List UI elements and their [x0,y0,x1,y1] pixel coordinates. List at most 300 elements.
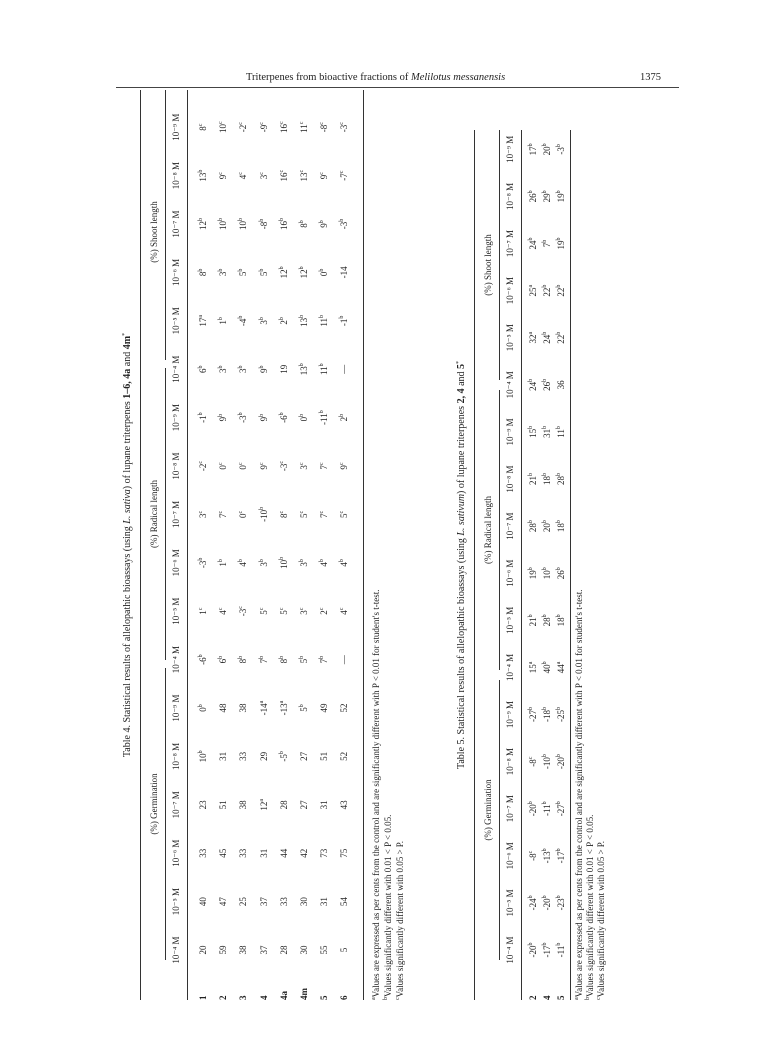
table-cell [529,783,538,835]
table-4-caption-last: 4m [122,335,133,350]
table-cell [557,783,566,835]
cell-value: -5 [278,754,289,762]
column-header: 10⁻⁹ M [171,404,181,432]
cell-significance: b [299,704,305,708]
table-4-caption-suffix: ) of lupane triterpenes [122,401,133,490]
table-5-bottom-rule [570,130,571,1000]
table-cell [340,198,349,250]
table-5-group-radical: (%) Radical length [483,496,493,564]
cell-significance: b [528,614,534,618]
table-cell [543,123,552,175]
cell-significance: c [218,121,225,125]
table-5-footnote-c-text: Values significantly different with 0.05 > P. [596,840,606,998]
cell-significance: c [258,172,265,175]
cell-value: 11 [319,366,330,376]
table-cell [557,312,566,364]
table-cell [260,585,269,637]
table-cell [219,634,228,686]
cell-value: 42 [299,848,309,858]
cell-significance: c [238,122,245,125]
cell-value: 5 [258,271,269,277]
table-cell [219,392,228,444]
table-cell [239,537,248,589]
cell-value: -4 [238,318,249,327]
cell-significance: b [556,614,562,618]
cell-significance: b [238,412,245,416]
cell-value: 24 [528,381,538,391]
table-5-caption-last: 5 [456,363,467,369]
table-4-footnote-a [372,589,381,1000]
cell-value: 19 [556,193,566,203]
table-cell [199,101,208,153]
row-label: 2 [218,995,229,1000]
table-cell [340,779,349,831]
table-cell [340,392,349,444]
cell-significance: b [198,557,204,561]
table-5-caption-prefix: Table 5. Statistical results of allelopathic bioassays (using [456,538,467,770]
cell-value: — [339,655,350,665]
table-cell [260,295,269,347]
table-cell [239,827,248,879]
table-cell [529,406,538,458]
cell-value: 5 [238,271,249,277]
running-head-title [246,72,505,83]
cell-value: 59 [218,945,229,955]
table-cell [557,830,566,882]
column-header: 10⁻⁶ M [171,549,181,577]
cell-significance: c [218,510,225,514]
cell-significance: b [528,567,534,571]
cell-value: 48 [218,703,229,713]
cell-significance: b [528,895,534,899]
cell-value: 5 [278,610,289,615]
table-5-group-rule-shoot [499,130,500,380]
cell-value: 33 [198,848,208,858]
cell-value: -23 [556,898,566,911]
table-cell [280,585,289,637]
cell-significance: b [528,237,534,241]
column-header: 10⁻⁴ M [171,355,181,383]
cell-significance: c [528,756,534,760]
cell-significance: c [218,607,225,611]
table-5-header-rule [521,130,522,1000]
table-cell [280,246,289,298]
cell-significance: b [542,284,548,288]
cell-significance: b [528,707,534,710]
table-cell [543,218,552,270]
cell-significance: c [258,607,265,611]
cell-significance: b [218,365,225,369]
table-cell [529,736,538,788]
cell-significance: c [339,170,346,174]
table-cell [543,547,552,599]
table-cell [260,876,269,928]
cell-value: -24 [528,898,538,911]
cell-value: 28 [542,617,552,627]
cell-value: 18 [556,617,566,627]
table-5-caption [457,130,467,1000]
table-cell [529,877,538,929]
cell-value: 2 [319,610,330,615]
cell-significance: b [299,266,305,270]
row-label: 4 [542,995,552,1000]
cell-significance: b [556,426,562,430]
cell-value: -11 [542,804,552,817]
table-cell [300,198,309,250]
table-cell [219,924,228,976]
cell-significance: c [218,172,225,175]
cell-significance: b [238,365,245,369]
cell-significance: b [218,218,225,221]
cell-significance: b [319,410,326,414]
table-cell [543,877,552,929]
table-cell [199,537,208,589]
cell-value: 3 [258,174,269,180]
cell-value: -10 [542,757,552,770]
column-header: 10⁻⁸ M [171,742,181,770]
cell-significance: b [339,218,346,222]
table-cell [260,730,269,782]
cell-value: 47 [218,897,229,907]
cell-value: 3 [198,513,208,518]
table-4-group-radical: (%) Radical length [149,480,159,548]
cell-significance: b [542,143,548,147]
cell-significance: b [299,314,305,318]
cell-value: 13 [299,172,309,182]
cell-significance: b [542,942,548,946]
table-cell [300,827,309,879]
cell-value: 31 [542,428,552,438]
cell-value: 29 [258,751,269,761]
table-4-group-germination: (%) Germination [149,773,159,835]
table-cell [219,246,228,298]
cell-significance: a [528,661,534,665]
table-cell [199,924,208,976]
cell-significance: b [556,942,562,946]
cell-value: 9 [218,174,229,180]
cell-value: 3 [218,271,229,277]
cell-value: 28 [556,476,566,485]
table-cell [199,488,208,540]
cell-significance: b [542,378,548,382]
cell-value: 7 [319,658,330,664]
table-cell [280,198,289,250]
table-5-footnote-a-mark: a [574,997,580,1000]
cell-value: -3 [556,147,566,155]
table-cell [320,488,329,540]
cell-value: -3 [238,608,249,617]
row-label: 5 [319,995,330,1000]
cell-significance: b [542,520,548,524]
cell-significance: b [299,220,305,224]
cell-significance: c [319,462,326,466]
cell-value: 4 [218,610,229,615]
table-cell [543,783,552,835]
cell-significance: b [556,848,562,852]
cell-significance: a [198,314,204,318]
cell-significance: b [556,190,562,194]
cell-value: 3 [299,465,309,470]
cell-value: 21 [528,476,538,485]
table-cell [260,150,269,202]
cell-value: 40 [198,897,208,907]
cell-value: 75 [339,848,350,858]
table-cell [320,440,329,492]
table-cell [300,876,309,928]
cell-value: 38 [238,945,249,955]
table-cell [529,641,538,693]
cell-significance: b [556,331,562,335]
table-cell [219,585,228,637]
table-cell [557,500,566,552]
cell-significance: b [528,801,534,805]
table-4-caption [123,90,133,1000]
table-cell [300,440,309,492]
table-cell [529,265,538,317]
table-cell [543,500,552,552]
cell-significance: b [258,268,265,272]
table-4-footnote-c-mark: c [395,997,401,1000]
cell-value: 9 [319,174,330,180]
table-cell [219,827,228,879]
cell-value: 23 [198,800,208,810]
cell-value: 12 [278,269,289,279]
cell-value: 44 [556,664,566,674]
cell-significance: a [258,700,265,704]
column-header: 10⁻⁶ M [171,839,181,867]
table-cell [300,392,309,444]
cell-significance: b [556,520,562,524]
cell-significance: c [278,510,285,514]
column-header: 10⁻⁹ M [505,700,515,729]
row-label: 5 [556,995,566,1000]
cell-significance: c [319,607,326,611]
table-cell [260,440,269,492]
cell-significance: c [218,462,225,466]
cell-value: -6 [198,657,208,665]
table-cell [557,924,566,976]
table-cell [320,537,329,589]
cell-value: 9 [258,368,269,373]
cell-value: 24 [528,240,538,250]
cell-value: -2 [238,124,249,133]
table-4-caption-and: and [122,351,133,367]
cell-significance: c [198,510,204,514]
cell-significance: b [556,473,562,476]
cell-value: 31 [218,751,229,761]
table-4-caption-species: L. sativa [122,489,133,524]
table-cell [280,827,289,879]
cell-value: 7 [319,465,330,470]
cell-value: -3 [278,463,289,472]
table-cell [239,392,248,444]
cell-value: 1 [218,320,229,325]
cell-significance: a [258,798,265,802]
cell-value: 0 [238,513,249,518]
table-cell [543,830,552,882]
cell-significance: b [258,317,265,321]
table-cell [340,730,349,782]
cell-value: 11 [319,317,330,327]
cell-value: 30 [299,945,309,955]
column-header: 10⁻⁷ M [505,795,515,823]
table-cell [300,343,309,395]
cell-significance: c [278,607,285,611]
cell-value: 1 [198,610,208,615]
table-cell [239,246,248,298]
table-cell [320,585,329,637]
cell-significance: b [198,704,204,708]
cell-significance: c [299,462,305,466]
cell-value: -2 [198,463,208,472]
cell-value: 9 [339,465,350,470]
table-4-footnote-a-mark: a [371,997,377,1000]
cell-significance: c [299,121,305,125]
table-cell [239,488,248,540]
table-cell [219,730,228,782]
cell-value: 73 [319,848,330,858]
cell-value: 25 [528,287,538,297]
table-cell [529,453,538,505]
table-cell [239,343,248,395]
cell-significance: b [542,895,548,899]
cell-significance: c [198,123,204,127]
cell-significance: b [218,317,225,321]
page-number: 1375 [640,72,661,83]
column-header: 10⁻⁴ M [171,646,181,674]
cell-significance: b [528,378,534,382]
cell-significance: b [542,190,548,194]
cell-value: 8 [278,513,289,518]
table-cell [260,924,269,976]
cell-value: 15 [528,664,538,674]
table-cell [280,730,289,782]
column-header: 10⁻⁸ M [505,182,515,210]
table-5-footnote-b-mark: b [585,997,591,1000]
cell-value: -27 [556,804,566,817]
table-cell [219,682,228,734]
table-cell [199,150,208,202]
cell-significance: c [299,607,305,611]
table-cell [219,198,228,250]
table-cell [280,634,289,686]
table-cell [199,198,208,250]
cell-value: 3 [258,562,269,567]
table-cell [557,641,566,693]
cell-significance: b [556,707,562,710]
cell-significance: b [238,655,245,659]
cell-value: 12 [198,221,208,230]
cell-value: 52 [339,751,350,761]
table-5-footnote-a-text: Values are expressed as per cents from the control and are significantly different with P < 0.01 for student's t-test. [574,589,584,998]
table-cell [239,730,248,782]
cell-value: -20 [528,945,538,958]
cell-value: 13 [299,366,309,376]
cell-value: 18 [542,476,552,485]
table-cell [199,634,208,686]
cell-significance: c [238,172,245,175]
cell-value: 20 [542,146,552,156]
table-cell [340,343,349,395]
cell-value: -7 [339,173,350,181]
cell-value: 17 [198,317,208,327]
cell-significance: c [339,510,346,514]
table-cell [557,689,566,741]
cell-significance: b [556,144,562,148]
cell-significance: b [258,506,265,510]
table-cell [199,585,208,637]
cell-value: 55 [319,945,330,955]
table-cell [557,453,566,505]
table-cell [529,830,538,882]
table-cell [300,246,309,298]
table-cell [543,736,552,788]
table-cell [340,876,349,928]
cell-value: -14 [339,266,350,279]
table-5-caption-species: L. sativum [456,493,467,536]
table-cell [529,924,538,976]
table-cell [280,876,289,928]
table-cell [280,779,289,831]
table-cell [543,453,552,505]
cell-value: -9 [258,124,269,133]
cell-significance: b [556,801,562,805]
table-cell [320,876,329,928]
running-head-title-italic: Melilotus messanensis [410,72,506,83]
table-cell [557,406,566,458]
table-cell [340,101,349,153]
cell-significance: b [278,317,285,321]
table-cell [239,876,248,928]
table-cell [557,594,566,646]
cell-significance: b [238,559,245,563]
cell-significance: b [319,559,326,563]
table-cell [280,682,289,734]
cell-value: 4 [238,562,249,567]
cell-value: 3 [218,368,229,373]
column-header: 10⁻⁷ M [505,229,515,258]
table-cell [320,295,329,347]
cell-value: -8 [319,124,330,133]
cell-value: 9 [319,223,330,228]
table-4-group-rule-shoot [165,90,166,360]
column-header: 10⁻⁷ M [171,210,181,238]
cell-value: -8 [528,853,538,861]
table-cell [543,265,552,317]
cell-significance: c [299,169,305,173]
table-cell [320,827,329,879]
cell-value: 12 [299,269,309,279]
cell-value: -3 [238,415,249,423]
cell-value: 19 [278,364,289,374]
table-cell [239,779,248,831]
table-5-top-rule [474,130,475,1000]
cell-value: 31 [319,800,330,810]
cell-value: 28 [278,800,289,810]
cell-significance: c [258,122,265,125]
table-cell [219,779,228,831]
column-header: 10⁻⁴ M [505,936,515,964]
table-4-group-shoot: (%) Shoot length [149,201,159,263]
table-cell [529,170,538,222]
table-cell [300,730,309,782]
table-cell [280,343,289,395]
cell-value: -6 [278,415,289,423]
cell-value: -20 [556,757,566,770]
running-head-title-prefix: Triterpenes from bioactive fractions of [246,72,409,83]
cell-value: 20 [542,523,552,533]
cell-significance: b [258,218,265,222]
